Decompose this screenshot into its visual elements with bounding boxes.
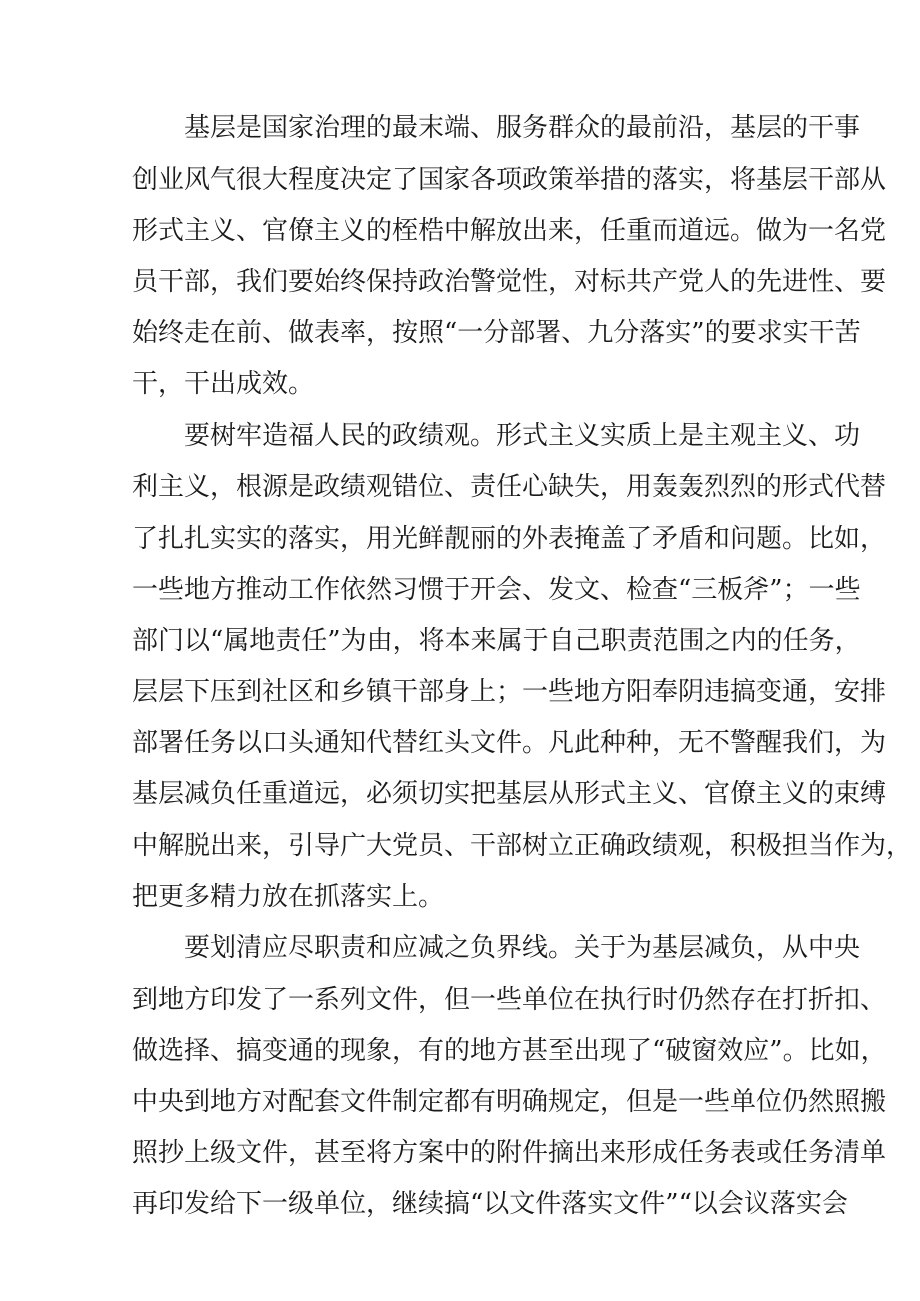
paragraph-2-line-3: 了扎扎实实的落实，用光鲜靓丽的外表掩盖了矛盾和问题。比如， [132,524,887,554]
paragraph-2-line-2: 利主义，根源是政绩观错位、责任心缺失，用轰轰烈烈的形式代替 [132,472,887,502]
paragraph-3-line-2: 到地方印发了一系列文件，但一些单位在执行时仍然存在打折扣、 [132,985,887,1015]
paragraph-1-line-4: 员干部，我们要始终保持政治警觉性，对标共产党人的先进性、要 [132,267,887,297]
paragraph-3-line-5: 照抄上级文件，甚至将方案中的附件摘出来形成任务表或任务清单 [132,1138,887,1168]
paragraph-3-line-3: 做选择、搞变通的现象，有的地方甚至出现了“破窗效应”。比如， [132,1036,887,1066]
paragraph-1-line-1: 基层是国家治理的最末端、服务群众的最前沿，基层的干事 [184,113,861,143]
paragraph-2-line-6: 层层下压到社区和乡镇干部身上；一些地方阳奉阴违搞变通，安排 [132,677,887,707]
paragraph-2-line-9: 中解脱出来，引导广大党员、干部树立正确政绩观，积极担当作为， [132,831,913,861]
paragraph-2-line-8: 基层减负任重道远，必须切实把基层从形式主义、官僚主义的束缚 [132,779,887,809]
paragraph-2-line-5: 部门以“属地责任”为由，将本来属于自己职责范围之内的任务， [132,626,861,656]
paragraph-2-line-7: 部署任务以口头通知代替红头文件。凡此种种，无不警醒我们，为 [132,728,887,758]
paragraph-3-line-4: 中央到地方对配套文件制定都有明确规定，但是一些单位仍然照搬 [132,1087,887,1117]
paragraph-1-line-3: 形式主义、官僚主义的桎梏中解放出来，任重而道远。做为一名党 [132,216,887,246]
paragraph-1-line-2: 创业风气很大程度决定了国家各项政策举措的落实，将基层干部从 [132,165,887,195]
paragraph-2-line-1: 要树牢造福人民的政绩观。形式主义实质上是主观主义、功 [184,421,861,451]
paragraph-1-line-5: 始终走在前、做表率，按照“一分部署、九分落实”的要求实干苦 [132,318,861,348]
paragraph-2-line-10: 把更多精力放在抓落实上。 [132,882,445,912]
paragraph-3-line-6: 再印发给下一级单位，继续搞“以文件落实文件”“以会议落实会 [132,1189,848,1219]
paragraph-2-line-4: 一些地方推动工作依然习惯于开会、发文、检查“三板斧”；一些 [132,575,861,605]
paragraph-1-line-6: 干，干出成效。 [132,369,315,399]
paragraph-3-line-1: 要划清应尽职责和应减之负界线。关于为基层减负，从中央 [184,933,861,963]
